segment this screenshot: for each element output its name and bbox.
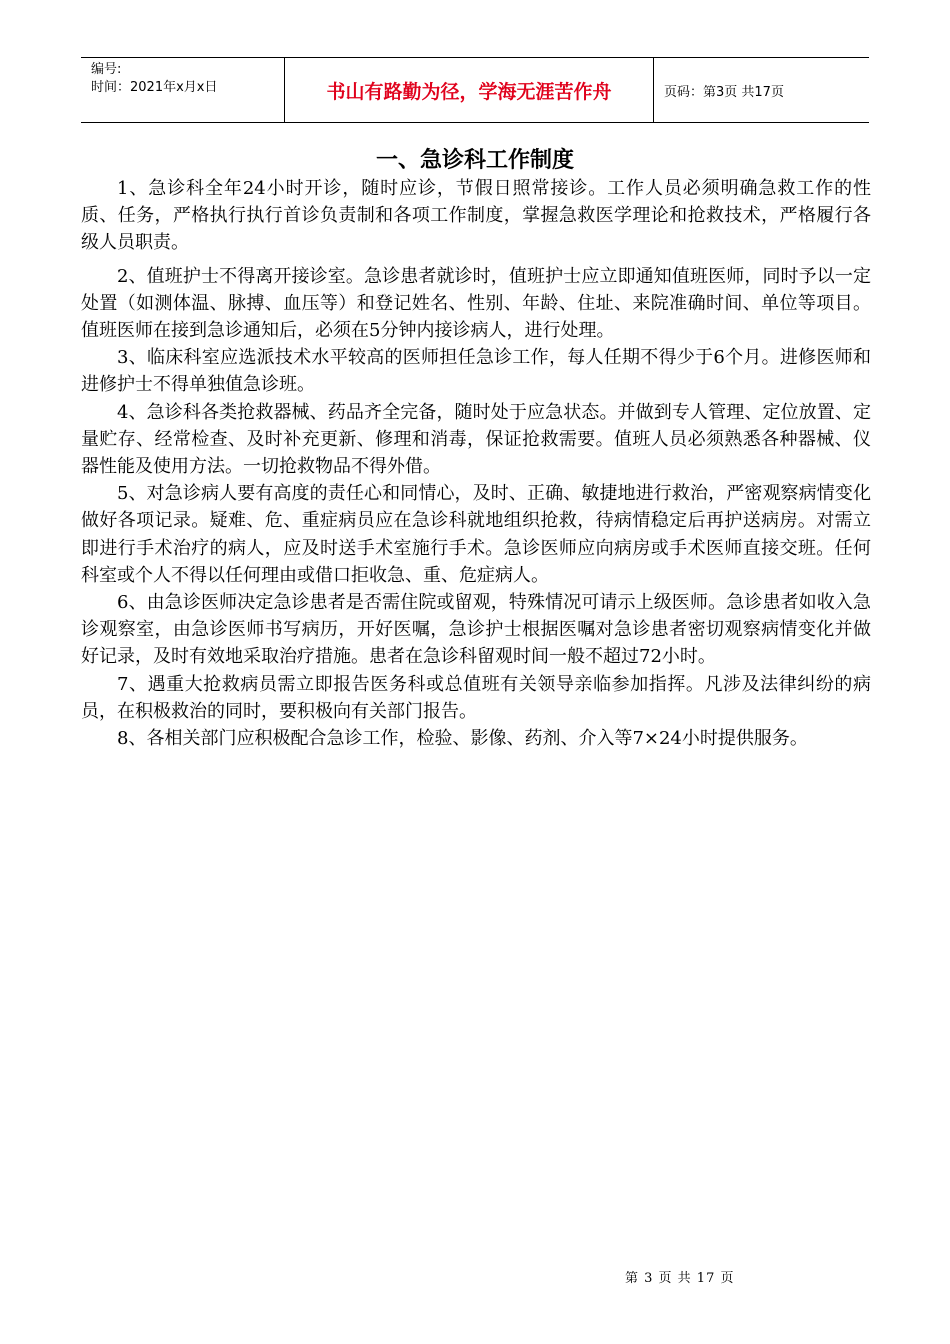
page-code-text: 页码：第3页 共17页 (664, 84, 784, 100)
document-body (81, 175, 871, 752)
paragraph-4: 4、急诊科各类抢救器械、药品齐全完备，随时处于应急状态。并做到专人管理、定位放置、定量贮存、经常检查、及时补充更新、修理和消毒，保证抢救需要。值班人员必须熟悉各种器械、仪器性能及使用方法。一切抢救物品不得外借。 (81, 401, 871, 478)
time-label: 时间：2021年x月x日 (91, 80, 218, 95)
motto-text: 书山有路勤为径，学海无涯苦作舟 (326, 80, 612, 103)
paragraph-6: 6、由急诊医师决定急诊患者是否需住院或留观，特殊情况可请示上级医师。急诊患者如收入急诊观察室，由急诊医师书写病历，开好医嘱，急诊护士根据医嘱对急诊患者密切观察病情变化并做好记录，及时有效地采取治疗措施。患者在急诊科留观时间一般不超过72小时。 (81, 592, 871, 668)
motto-cell (284, 58, 654, 122)
header-table (81, 57, 869, 123)
paragraph-1: 1、急诊科全年24小时开诊，随时应诊，节假日照常接诊。工作人员必须明确急救工作的性质、任务，严格执行执行首诊负责制和各项工作制度，掌握急救医学理论和抢救技术，严格履行各级人员职责。 (81, 178, 871, 254)
document-title: 一、急诊科工作制度 (375, 148, 574, 173)
code-label: 编号: (91, 62, 122, 77)
page-code-cell (654, 58, 869, 122)
header-meta-cell (81, 58, 284, 122)
paragraph-7: 7、遇重大抢救病员需立即报告医务科或总值班有关领导亲临参加指挥。凡涉及法律纠纷的病员，在积极救治的同时，要积极向有关部门报告。 (81, 673, 871, 722)
paragraph-8: 8、各相关部门应积极配合急诊工作，检验、影像、药剂、介入等7×24小时提供服务。 (117, 728, 808, 750)
paragraph-3: 3、临床科室应选派技术水平较高的医师担任急诊工作，每人任期不得少于6个月。进修医师和进修护士不得单独值急诊班。 (81, 347, 871, 396)
paragraph-5: 5、对急诊病人要有高度的责任心和同情心，及时、正确、敏捷地进行救治，严密观察病情变化做好各项记录。疑难、危、重症病员应在急诊科就地组织抢救，待病情稳定后再护送病房。对需立即进行手术治疗的病人，应及时送手术室施行手术。急诊医师应向病房或手术医师直接交班。任何科室或个人不得以任何理由或借口拒收急、重、危症病人。 (81, 483, 871, 586)
page-footer: 第 3 页 共 17 页 (625, 1271, 735, 1286)
paragraph-2: 2、值班护士不得离开接诊室。急诊患者就诊时，值班护士应立即通知值班医师，同时予以一定处置（如测体温、脉搏、血压等）和登记姓名、性别、年龄、住址、来院准确时间、单位等项目。值班医师在接到急诊通知后，必须在5分钟内接诊病人，进行处理。 (81, 265, 871, 342)
